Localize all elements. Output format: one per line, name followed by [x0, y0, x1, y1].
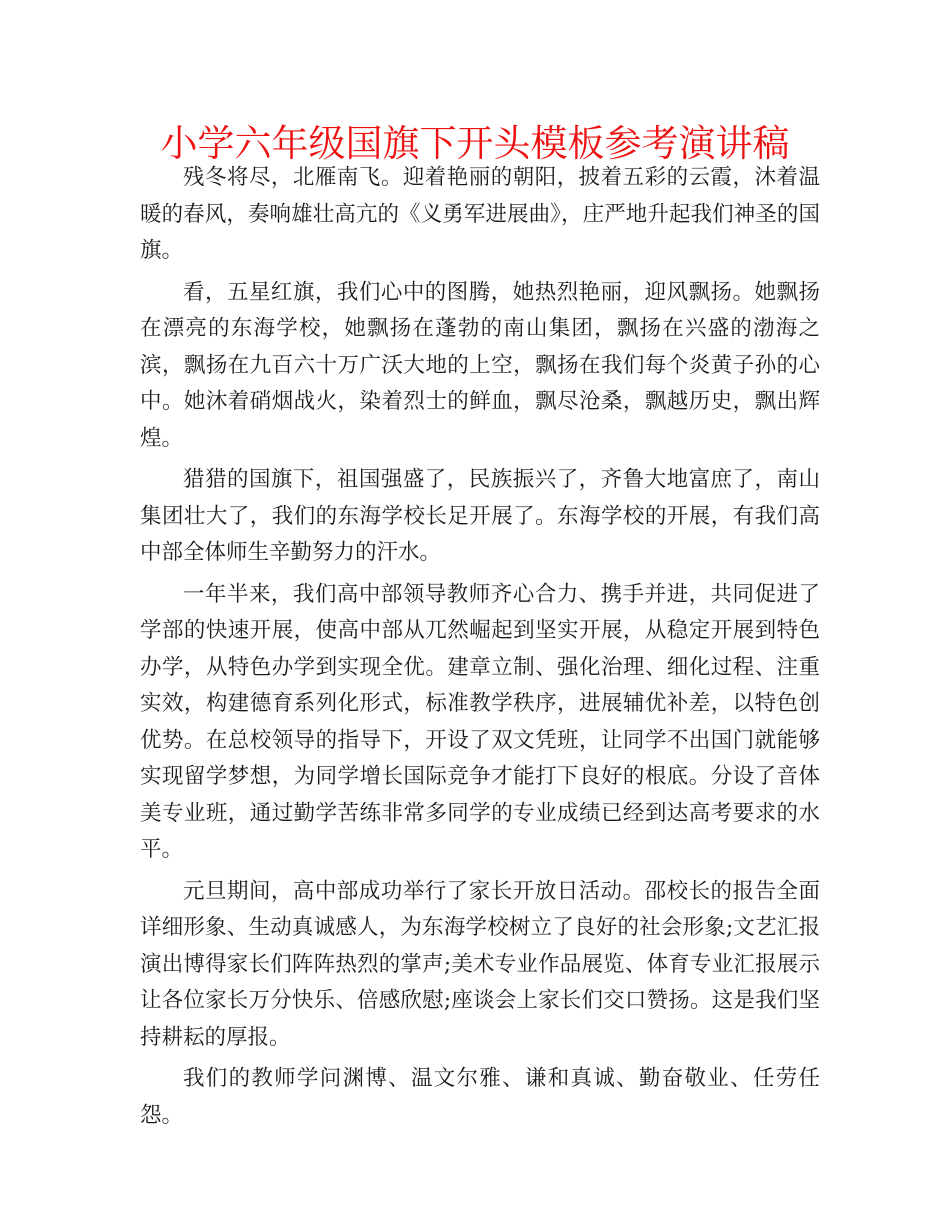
document-title: 小学六年级国旗下开头模板参考演讲稿	[160, 122, 790, 165]
paragraph: 元旦期间，高中部成功举行了家长开放日活动。邵校长的报告全面详细形象、生动真诚感人，为东海学校树立了良好的社会形象;文艺汇报演出博得家长们阵阵热烈的掌声;美术专业作品展览、体育专业汇报展示让各位家长万分快乐、倍感欣慰;座谈会上家长们交口赞扬。这是我们坚持耕耘的厚报。	[140, 878, 820, 1050]
paragraph: 残冬将尽，北雁南飞。迎着艳丽的朝阳，披着五彩的云霞，沐着温暖的春风，奏响雄壮高亢的《义勇军进展曲》，庄严地升起我们神圣的国旗。	[140, 165, 820, 263]
document-body	[140, 160, 820, 1134]
paragraph: 猎猎的国旗下，祖国强盛了，民族振兴了，齐鲁大地富庶了，南山集团壮大了，我们的东海学校长足开展了。东海学校的开展，有我们高中部全体师生辛勤努力的汗水。	[140, 467, 820, 565]
paragraph: 我们的教师学问渊博、温文尔雅、谦和真诚、勤奋敬业、任劳任怨。	[140, 1066, 820, 1128]
paragraph: 一年半来，我们高中部领导教师齐心合力、携手并进，共同促进了学部的快速开展，使高中部从兀然崛起到坚实开展，从稳定开展到特色办学，从特色办学到实现全优。建章立制、强化治理、细化过程、注重实效，构建德育系列化形式，标准教学秩序，进展辅优补差，以特色创优势。在总校领导的指导下，开设了双文凭班，让同学不出国门就能够实现留学梦想，为同学增长国际竞争才能打下良好的根底。分设了音体美专业班，通过勤学苦练非常多同学的专业成绩已经到达高考要求的水平。	[140, 581, 820, 862]
paragraph: 看，五星红旗，我们心中的图腾，她热烈艳丽，迎风飘扬。她飘扬在漂亮的东海学校，她飘扬在蓬勃的南山集团，飘扬在兴盛的渤海之滨，飘扬在九百六十万广沃大地的上空，飘扬在我们每个炎黄子孙的心中。她沐着硝烟战火，染着烈士的鲜血，飘尽沧桑，飘越历史，飘出辉煌。	[140, 279, 820, 451]
